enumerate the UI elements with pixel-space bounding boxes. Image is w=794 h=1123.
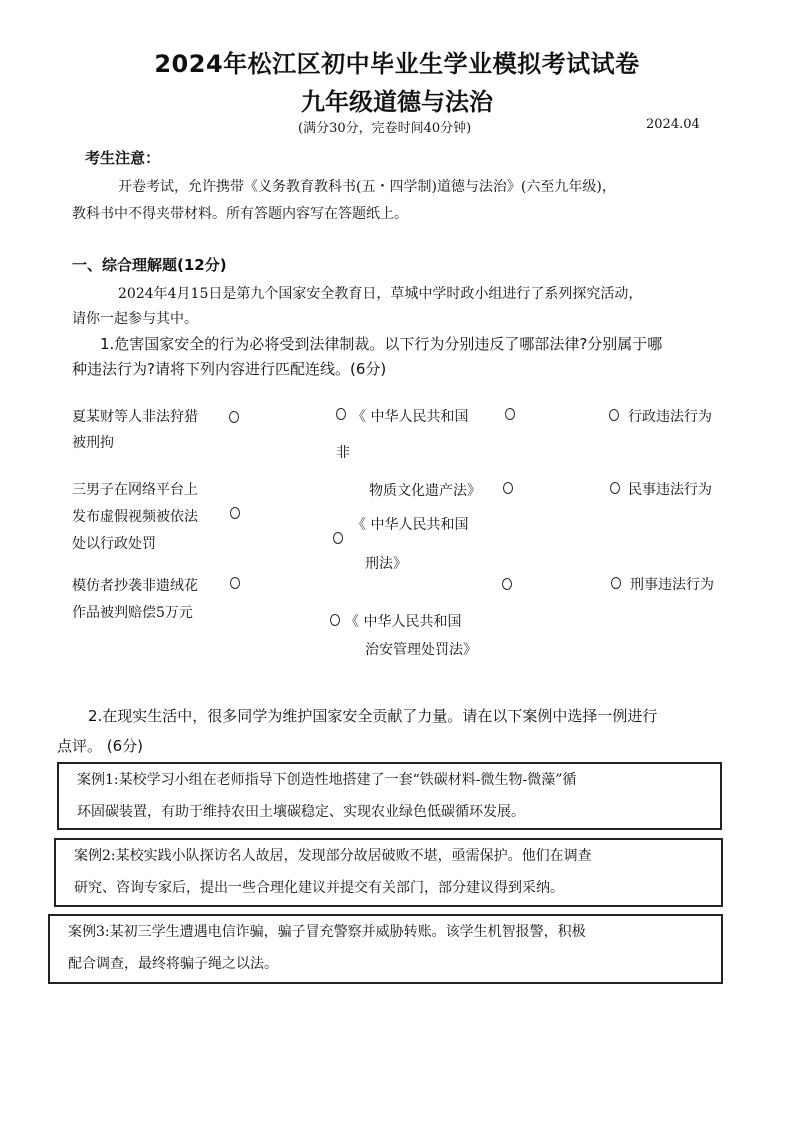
case-box-3 (48, 914, 723, 984)
law-2-line-1: 《 中华人民共和国 (352, 517, 469, 533)
match-dot[interactable] (610, 482, 620, 494)
match-dot[interactable] (230, 577, 240, 589)
notice-heading: 考生注意： (85, 149, 161, 167)
behavior-2-line-1: 三男子在网络平台上 (72, 482, 198, 498)
exam-info: (满分30分，完卷时间40分钟) (298, 121, 472, 136)
behavior-1-line-1: 夏某财等人非法狩猎 (72, 409, 198, 425)
match-dot[interactable] (336, 408, 346, 420)
match-dot[interactable] (502, 578, 512, 590)
behavior-1-line-2: 被刑拘 (72, 435, 114, 451)
match-dot[interactable] (333, 532, 343, 544)
match-dot[interactable] (330, 614, 340, 626)
case-3-line-1: 案例3:某初三学生遭遇电信诈骗，骗子冒充警察并威胁转账。该学生机智报警，积极 (68, 924, 586, 940)
question-1-line-2: 种违法行为?请将下列内容进行匹配连线。(6分) (72, 360, 387, 378)
violation-type-1: 行政违法行为 (628, 409, 712, 425)
case-box-1 (57, 762, 722, 830)
violation-type-3: 刑事违法行为 (630, 577, 714, 593)
behavior-2-line-3: 处以行政处罚 (72, 536, 156, 552)
match-dot[interactable] (503, 482, 513, 494)
behavior-2-line-2: 发布虚假视频被依法 (72, 509, 198, 525)
case-3-line-2: 配合调查，最终将骗子绳之以法。 (68, 956, 278, 972)
case-2-line-2: 研究、咨询专家后，提出一些合理化建议并提交有关部门，部分建议得到采纳。 (74, 880, 564, 896)
violation-type-2: 民事违法行为 (628, 482, 712, 498)
notice-line-1: 开卷考试，允许携带《义务教育教科书(五・四学制)道德与法治》(六至九年级)， (118, 179, 616, 195)
match-dot[interactable] (505, 408, 515, 420)
question-1-line-1: 1.危害国家安全的行为必将受到法律制裁。以下行为分别违反了哪部法律?分别属于哪 (100, 335, 663, 353)
question-2-line-2: 点评。 (6分) (57, 737, 144, 755)
section-intro-line-1: 2024年4月15日是第九个国家安全教育日，草城中学时政小组进行了系列探究活动， (118, 286, 643, 302)
exam-subject: 九年级道德与法治 (301, 88, 493, 116)
law-2-line-2: 刑法》 (365, 556, 407, 572)
law-1-line-2: 非 (336, 445, 350, 461)
case-2-line-1: 案例2:某校实践小队探访名人故居，发现部分故居破败不堪，亟需保护。他们在调查 (74, 848, 592, 864)
match-dot[interactable] (229, 411, 239, 423)
match-dot[interactable] (609, 409, 619, 421)
match-dot[interactable] (611, 577, 621, 589)
notice-line-2: 教科书中不得夹带材料。所有答题内容写在答题纸上。 (72, 206, 408, 222)
exam-title: 2024年松江区初中毕业生学业模拟考试试卷 (154, 50, 640, 78)
case-1-line-2: 环固碳装置，有助于维持农田土壤碳稳定、实现农业绿色低碳循环发展。 (77, 804, 525, 820)
behavior-3-line-2: 作品被判赔偿5万元 (72, 605, 193, 621)
case-box-2 (54, 838, 723, 907)
case-1-line-1: 案例1:某校学习小组在老师指导下创造性地搭建了一套“铁碳材料-微生物-微藻”循 (77, 772, 577, 788)
law-3-line-1: 《 中华人民共和国 (345, 614, 462, 630)
exam-date: 2024.04 (646, 117, 700, 132)
law-1-line-3: 物质文化遗产法》 (369, 483, 481, 499)
section-intro-line-2: 请你一起参与其中。 (72, 311, 198, 327)
law-3-line-2: 治安管理处罚法》 (365, 642, 477, 658)
section-heading: 一、综合理解题(12分) (72, 256, 227, 274)
match-dot[interactable] (230, 507, 240, 519)
question-2-line-1: 2.在现实生活中，很多同学为维护国家安全贡献了力量。请在以下案例中选择一例进行 (88, 707, 658, 725)
behavior-3-line-1: 模仿者抄袭非遗绒花 (72, 578, 198, 594)
law-1-line-1: 《 中华人民共和国 (352, 409, 469, 425)
